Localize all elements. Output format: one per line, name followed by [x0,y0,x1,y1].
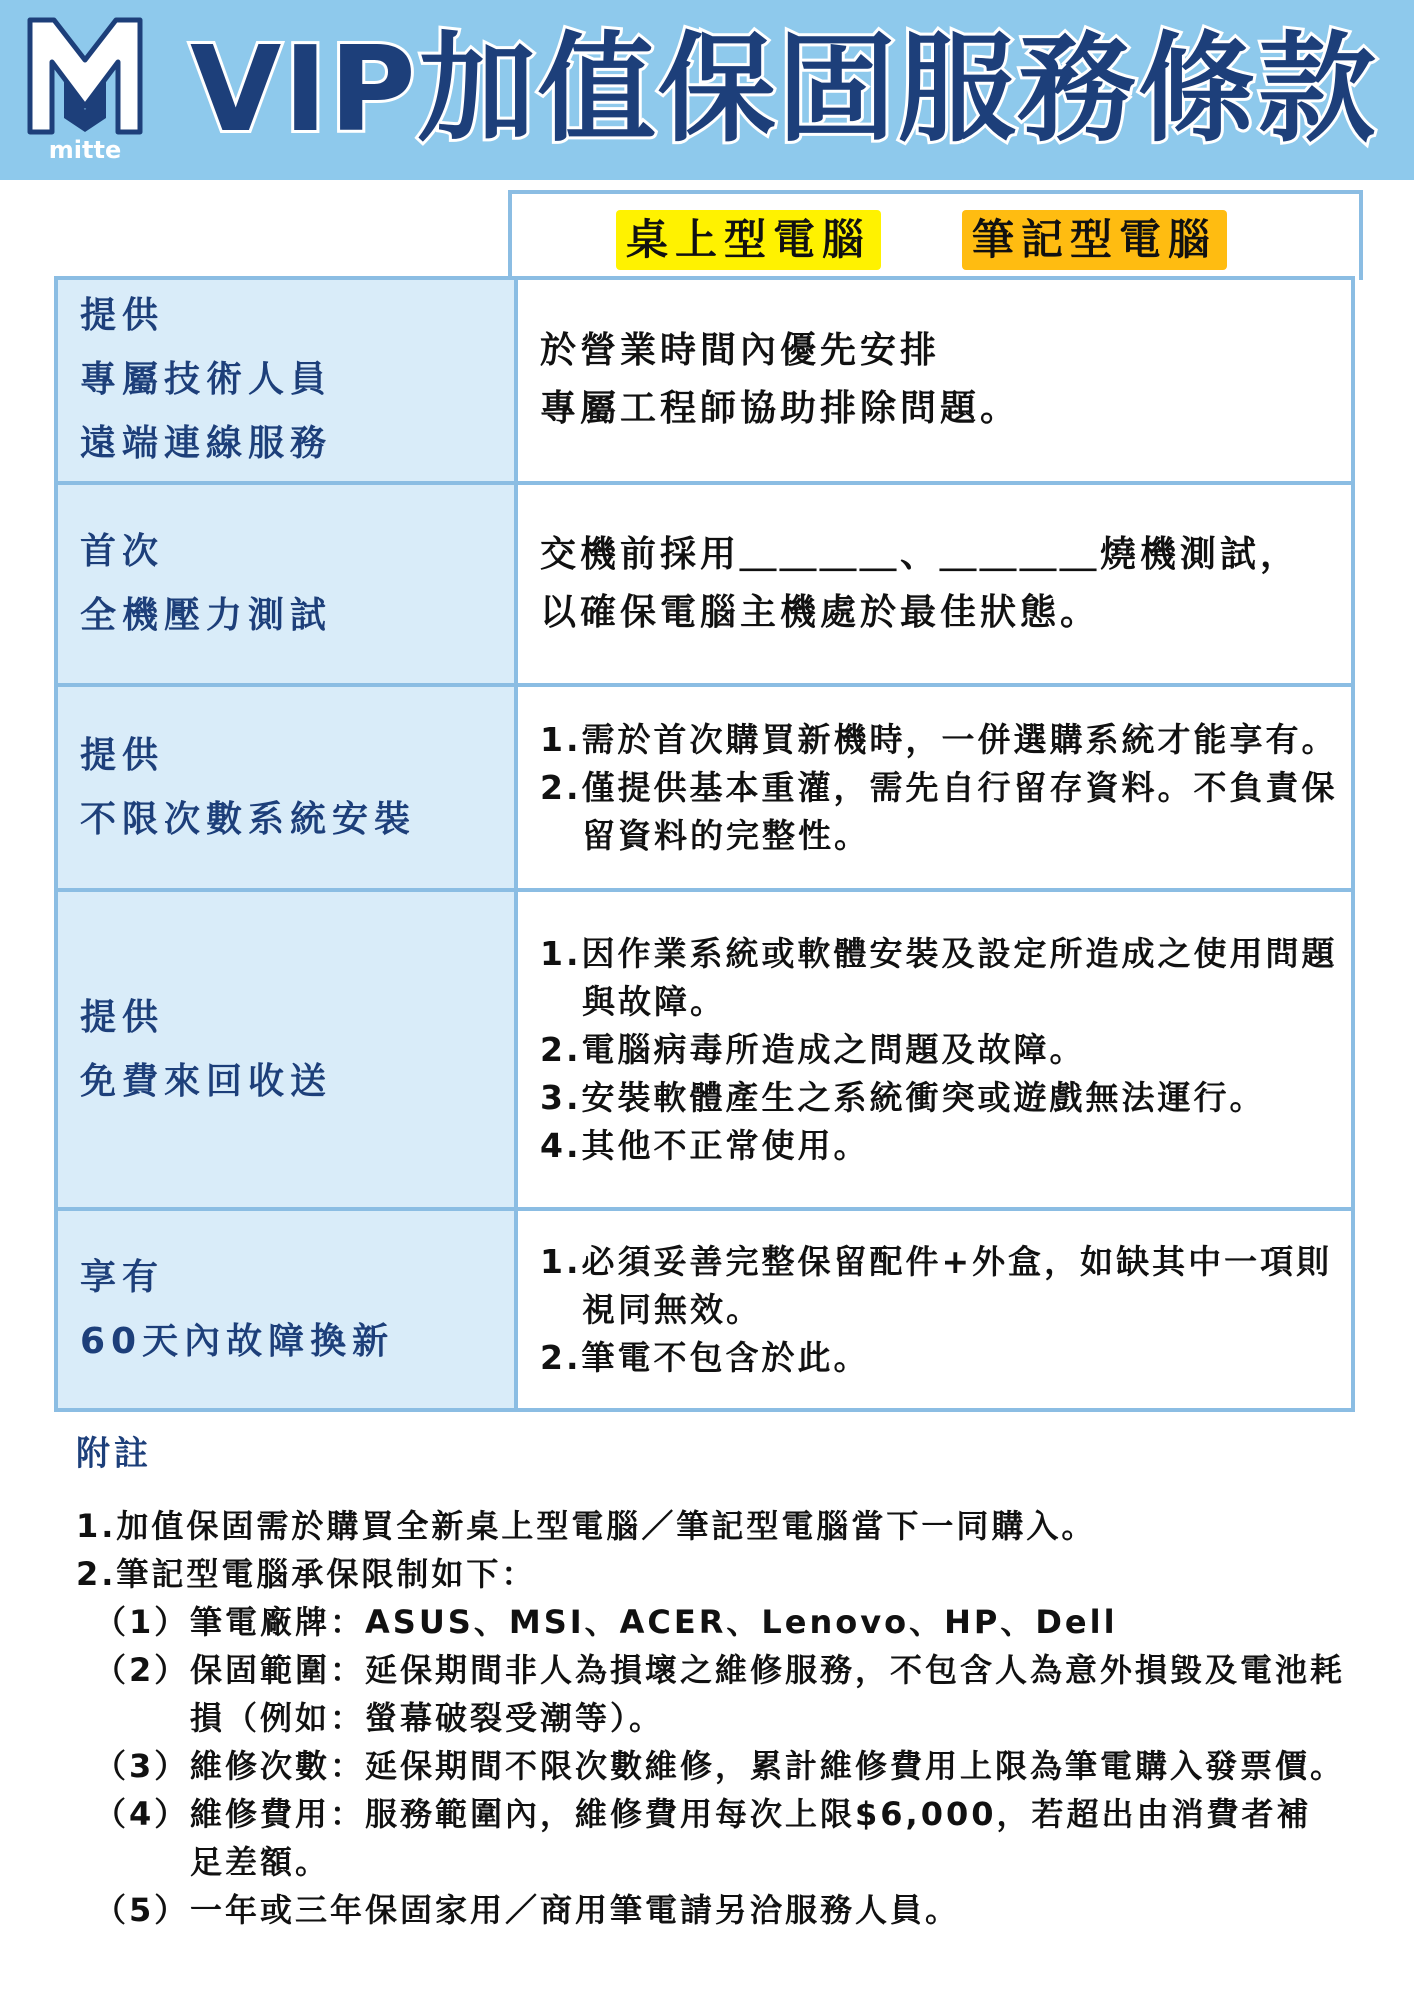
note-sub-item [76,1742,1346,1790]
table-row [56,278,1353,483]
detail-item: 2.僅提供基本重灌，需先自行留存資料。不負責保留資料的完整性。 [540,767,1338,855]
detail-item: 3.安裝軟體產生之系統衝突或遊戲無法運行。 [540,1077,1266,1117]
detail-line: 於營業時間內優先安排 [540,330,941,372]
mitte-logo-icon [24,14,146,164]
label-line: 首次 [80,531,165,573]
notes-section [76,1430,1346,1934]
table-row [56,1209,1353,1410]
label-line: 提供 [80,996,165,1038]
service-detail [516,483,1353,686]
sub-item-text: 一年或三年保固家用／商用筆電請另洽服務人員。 [190,1891,961,1929]
service-detail [516,685,1353,890]
note-sub-item [76,1790,1346,1886]
service-detail [516,1209,1353,1410]
detail-item: 4.其他不正常使用。 [540,1125,870,1165]
detail-item: 1.需於首次購買新機時，一併選購系統才能享有。 [540,719,1338,759]
header-banner [0,0,1414,180]
sub-item-text: 維修次數：延保期間不限次數維修，累計維修費用上限為筆電購入發票價。 [190,1747,1346,1785]
service-terms-table [54,276,1355,1412]
label-line: 提供 [80,295,165,337]
service-detail [516,890,1353,1209]
label-line: 不限次數系統安裝 [80,798,417,840]
notes-title: 附註 [76,1434,152,1474]
sub-item-number: （2） [94,1651,190,1689]
desktop-tag: 桌上型電腦 [616,210,881,270]
sub-item-number: （5） [94,1891,190,1929]
computer-type-header [508,190,1363,280]
label-line: 專屬技術人員 [80,359,333,401]
sub-item-text: 筆電廠牌：ASUS、MSI、ACER、Lenovo、HP、Dell [190,1603,1118,1641]
service-label [56,1209,516,1410]
note-sub-item [76,1886,1346,1934]
service-label [56,483,516,686]
sub-item-text: 保固範圍：延保期間非人為損壞之維修服務，不包含人為意外損毀及電池耗損（例如：螢幕破裂受潮等）。 [190,1651,1346,1737]
detail-item: 1.因作業系統或軟體安裝及設定所造成之使用問題與故障。 [540,933,1338,1021]
note-sub-item [76,1646,1346,1742]
service-label [56,685,516,890]
detail-item: 2.電腦病毒所造成之問題及故障。 [540,1029,1086,1069]
label-line: 提供 [80,734,165,776]
table-row [56,685,1353,890]
detail-item: 2.筆電不包含於此。 [540,1337,870,1377]
detail-item: 1.必須妥善完整保留配件+外盒，如缺其中一項則視同無效。 [540,1241,1333,1329]
sub-item-number: （4） [94,1795,190,1833]
label-line: 免費來回收送 [80,1060,333,1102]
laptop-tag: 筆記型電腦 [962,210,1227,270]
service-label [56,278,516,483]
logo-text: mitte [48,136,122,164]
sub-item-text: 維修費用：服務範圍內，維修費用每次上限$6,000，若超出由消費者補足差額。 [190,1795,1312,1881]
detail-line: 以確保電腦主機處於最佳狀態。 [540,592,1101,634]
label-line: 遠端連線服務 [80,423,333,465]
note-item: 2.筆記型電腦承保限制如下： [76,1555,537,1593]
label-line: 60天內故障換新 [80,1320,395,1362]
table-row [56,890,1353,1209]
note-item: 1.加值保固需於購買全新桌上型電腦／筆記型電腦當下一同購入。 [76,1507,1097,1545]
service-detail [516,278,1353,483]
sub-item-number: （1） [94,1603,190,1641]
detail-line: 交機前採用＿＿＿＿、＿＿＿＿燒機測試， [540,534,1301,576]
detail-line: 專屬工程師協助排除問題。 [540,388,1021,430]
table-row [56,483,1353,686]
label-line: 全機壓力測試 [80,595,333,637]
service-label [56,890,516,1209]
note-sub-item [76,1598,1346,1646]
label-line: 享有 [80,1256,165,1298]
page-title: VIP加值保固服務條款 [190,20,1378,158]
sub-item-number: （3） [94,1747,190,1785]
